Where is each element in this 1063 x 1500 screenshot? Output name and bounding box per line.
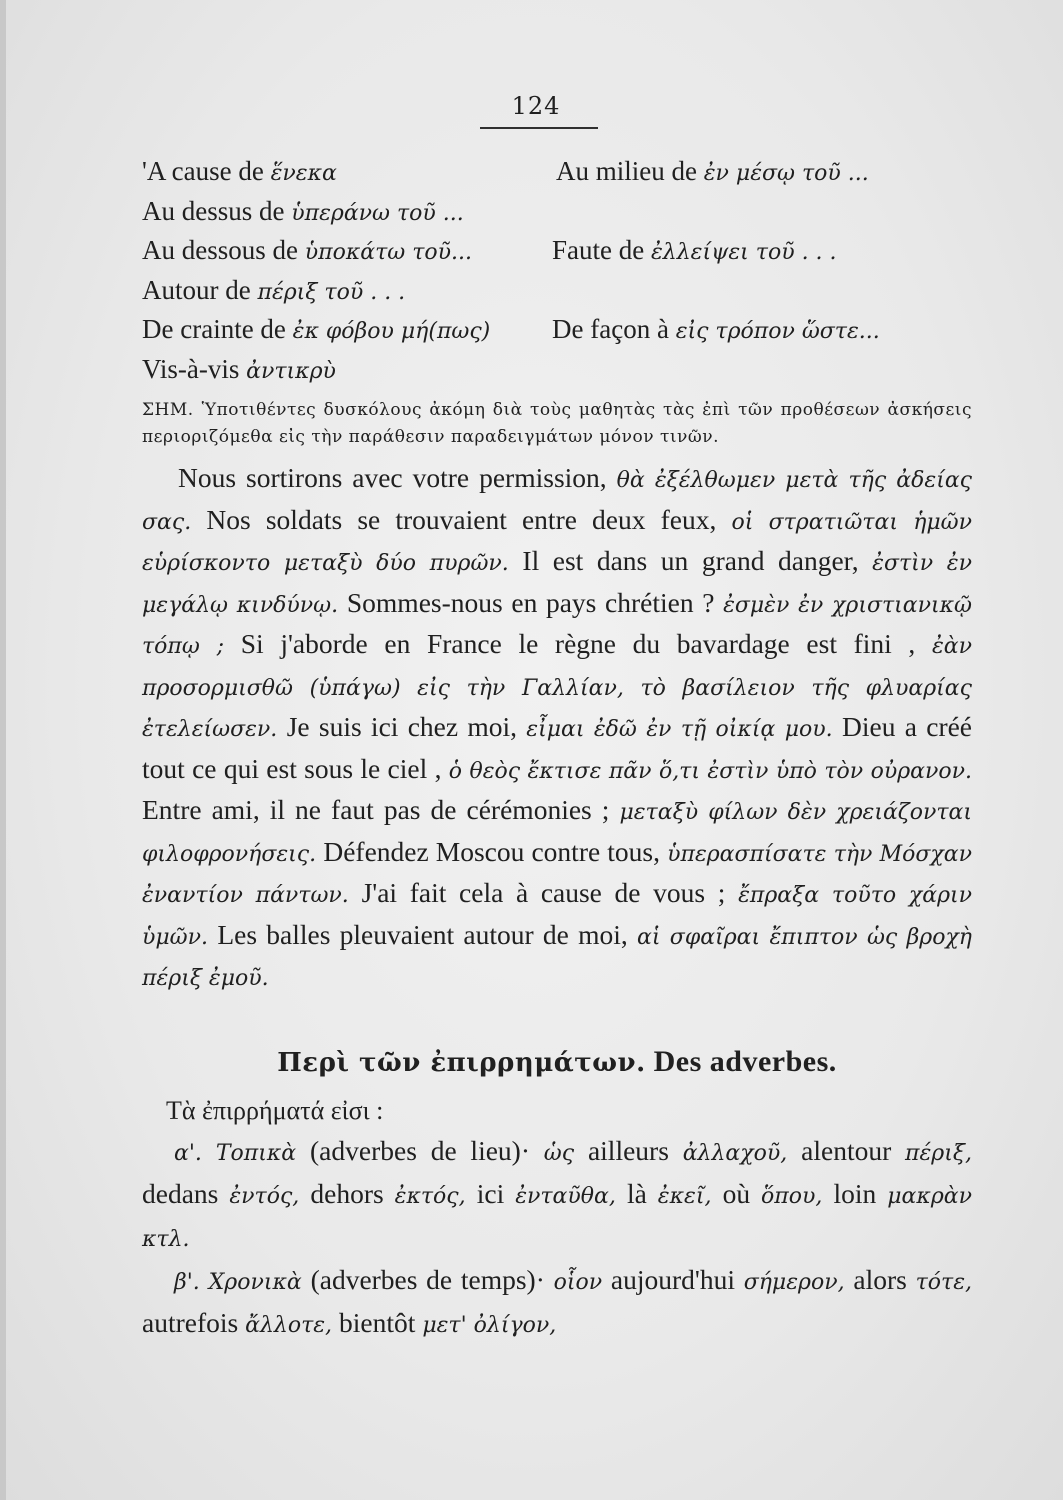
example-french: Défendez Moscou contre tous,	[323, 835, 668, 867]
example-greek: ἔπραξα τοῦτο χάριν ὑμῶν.	[142, 883, 973, 950]
category-name-greek: Χρονικὰ	[208, 1269, 311, 1295]
page-body	[142, 152, 972, 1346]
preposition-line	[142, 350, 972, 390]
preposition-french: Faute de	[552, 235, 651, 265]
category-lead: οἷον	[553, 1269, 611, 1295]
preposition-french: Au dessus de	[142, 195, 292, 226]
preposition-greek: εἰς τρόπον ὥστε...	[675, 319, 880, 344]
preposition-left	[142, 235, 472, 265]
note-text: Ὑποτιθέντες δυσκόλους ἀκόμη διὰ τοὺς μαθητὰς τὰς ἐπὶ τῶν προθέσεων ἀσκήσεις περιοριζόμεθα εἰς τὴν παράθεσιν παραδειγμάτων μόνον τινῶν.	[142, 400, 972, 447]
example-french: Il est dans un grand danger,	[522, 545, 873, 576]
section-title-greek: Περὶ τῶν ἐπιρρημάτων.	[277, 1047, 646, 1078]
adverb-categories	[142, 1131, 972, 1346]
adverbs-intro: Τὰ ἐπιρρήματά εἰσι :	[166, 1095, 384, 1125]
preposition-left	[142, 196, 464, 226]
adverb-french: aujourd'hui	[610, 1263, 744, 1295]
page-number-rule	[480, 127, 598, 129]
example-french: Entre ami, il ne faut pas de cérémonies ;	[142, 794, 620, 825]
example-french: Nos soldats se trouvaient entre deux feux,	[206, 503, 732, 535]
example-greek: ἐστὶν ἐν μεγάλῳ κινδύνῳ.	[142, 551, 972, 618]
preposition-french: Autour de	[142, 274, 258, 305]
preposition-left	[142, 156, 337, 186]
example-french: J'ai fait cela à cause de vous ;	[361, 877, 739, 908]
example-french: Si j'aborde en France le règne du bavardage est fini ,	[240, 628, 932, 659]
adverb-greek: σήμερον,	[743, 1269, 854, 1295]
adverb-french: dehors	[310, 1177, 395, 1209]
adverb-french: alors	[853, 1263, 916, 1295]
preposition-french: De façon à	[552, 314, 676, 344]
example-greek: μεταξὺ φίλων δὲν χρειάζονται φιλοφρονήσεις.	[142, 800, 973, 867]
preposition-greek: ἐκ φόβου μή(πως)	[292, 319, 491, 344]
preposition-list	[142, 152, 972, 389]
section-title-french: Des adverbes.	[653, 1044, 837, 1078]
adverb-french: ailleurs	[587, 1134, 683, 1166]
preposition-left	[142, 314, 490, 344]
adverb-french: autrefois	[142, 1306, 246, 1338]
preposition-right	[552, 310, 880, 352]
category-marker: α'.	[174, 1140, 216, 1166]
category-lead: ὡς	[543, 1140, 588, 1166]
category-name-french: (adverbes de lieu)·	[310, 1134, 544, 1166]
example-greek: εἶμαι ἐδῶ ἐν τῇ οἰκίᾳ μου.	[526, 717, 843, 742]
example-greek: θὰ ἐξέλθωμεν μετὰ τῆς ἀδείας σας.	[142, 468, 972, 535]
adverb-french: dedans	[142, 1177, 230, 1209]
example-french: Dieu a créé tout ce qui est sous le ciel ,	[142, 711, 973, 784]
adverb-greek: τότε,	[915, 1269, 972, 1295]
adverb-french: loin	[833, 1177, 888, 1209]
preposition-left	[142, 354, 336, 384]
preposition-line	[142, 271, 972, 311]
example-french: Je suis ici chez moi,	[286, 711, 527, 742]
preposition-line	[142, 152, 972, 192]
preposition-line	[142, 231, 972, 271]
adverb-category	[142, 1260, 972, 1346]
adverb-greek: μετ' ὀλίγον,	[422, 1312, 557, 1338]
preposition-greek: ἕνεκα	[270, 161, 337, 186]
adverb-greek: ἐκεῖ,	[657, 1183, 723, 1209]
preposition-left	[142, 275, 405, 305]
adverb-greek: ἄλλοτε,	[245, 1312, 340, 1338]
adverb-french: bientôt	[339, 1306, 423, 1338]
preposition-line	[142, 192, 972, 232]
preposition-right	[556, 152, 869, 194]
preposition-greek: ὑπεράνω τοῦ ...	[291, 200, 464, 226]
section-title	[142, 1045, 972, 1079]
adverb-greek: ἐντός,	[229, 1183, 311, 1209]
adverb-french: là	[626, 1177, 658, 1209]
example-greek: αἱ σφαῖραι ἔπιπτον ὡς βροχὴ πέριξ ἐμοῦ.	[142, 924, 972, 991]
adverb-french: où	[722, 1177, 762, 1209]
adverb-greek: ὅπου,	[761, 1183, 834, 1209]
note-label: ΣΗΜ.	[142, 400, 194, 420]
adverb-greek: ἐνταῦθα,	[515, 1183, 627, 1209]
example-french: Nous sortirons avec votre permission,	[178, 462, 617, 493]
examples-paragraph	[142, 459, 972, 999]
preposition-right	[552, 231, 837, 273]
preposition-french: Au dessous de	[142, 235, 305, 265]
adverb-category	[142, 1131, 972, 1260]
preposition-french: Vis-à-vis	[142, 353, 247, 384]
preposition-french: De crainte de	[142, 314, 293, 344]
preposition-french: 'A cause de	[142, 156, 271, 186]
preposition-greek: ὑποκάτω τοῦ...	[304, 240, 472, 265]
note	[142, 397, 972, 451]
example-greek: ἐσμὲν ἐν χριστιανικῷ τόπῳ ;	[142, 592, 972, 659]
preposition-line	[142, 310, 972, 350]
preposition-greek: ἀντικρὺ	[246, 358, 336, 384]
adverb-greek: πέριξ,	[905, 1140, 972, 1166]
category-name-greek: Τοπικὰ	[215, 1140, 311, 1166]
adverb-french: ici	[476, 1177, 516, 1209]
preposition-french: Au milieu de	[556, 156, 704, 186]
example-greek: ἐὰν προσορμισθῶ (ὑπάγω) εἰς τὴν Γαλλίαν, τὸ βασίλειον τῆς φλυαρίας ἐτελείωσεν.	[142, 634, 972, 742]
preposition-greek: ἐλλείψει τοῦ . . .	[650, 240, 837, 265]
category-marker: β'.	[174, 1269, 209, 1295]
example-greek: οἱ στρατιῶται ἡμῶν εὑρίσκοντο μεταξὺ δύο πυρῶν.	[142, 509, 972, 576]
adverb-greek: ἐκτός,	[394, 1183, 477, 1209]
category-name-french: (adverbes de temps)·	[310, 1263, 554, 1295]
example-french: Sommes-nous en pays chrétien ?	[346, 586, 724, 618]
adverb-greek: μακρὰν κτλ.	[142, 1183, 972, 1252]
preposition-greek: ἐν μέσῳ τοῦ ...	[703, 161, 869, 186]
example-french: Les balles pleuvaient autour de moi,	[217, 918, 637, 950]
example-greek: ὁ θεὸς ἔκτισε πᾶν ὅ,τι ἐστὶν ὑπὸ τὸν οὐρανον.	[448, 758, 972, 784]
adverb-french: alentour	[801, 1134, 906, 1166]
page-number: 124	[511, 92, 561, 120]
adverb-greek: ἀλλαχοῦ,	[682, 1140, 802, 1166]
preposition-greek: πέριξ τοῦ . . .	[257, 279, 406, 305]
example-greek: ὑπερασπίσατε τὴν Μόσχαν ἐναντίον πάντων.	[142, 841, 972, 908]
